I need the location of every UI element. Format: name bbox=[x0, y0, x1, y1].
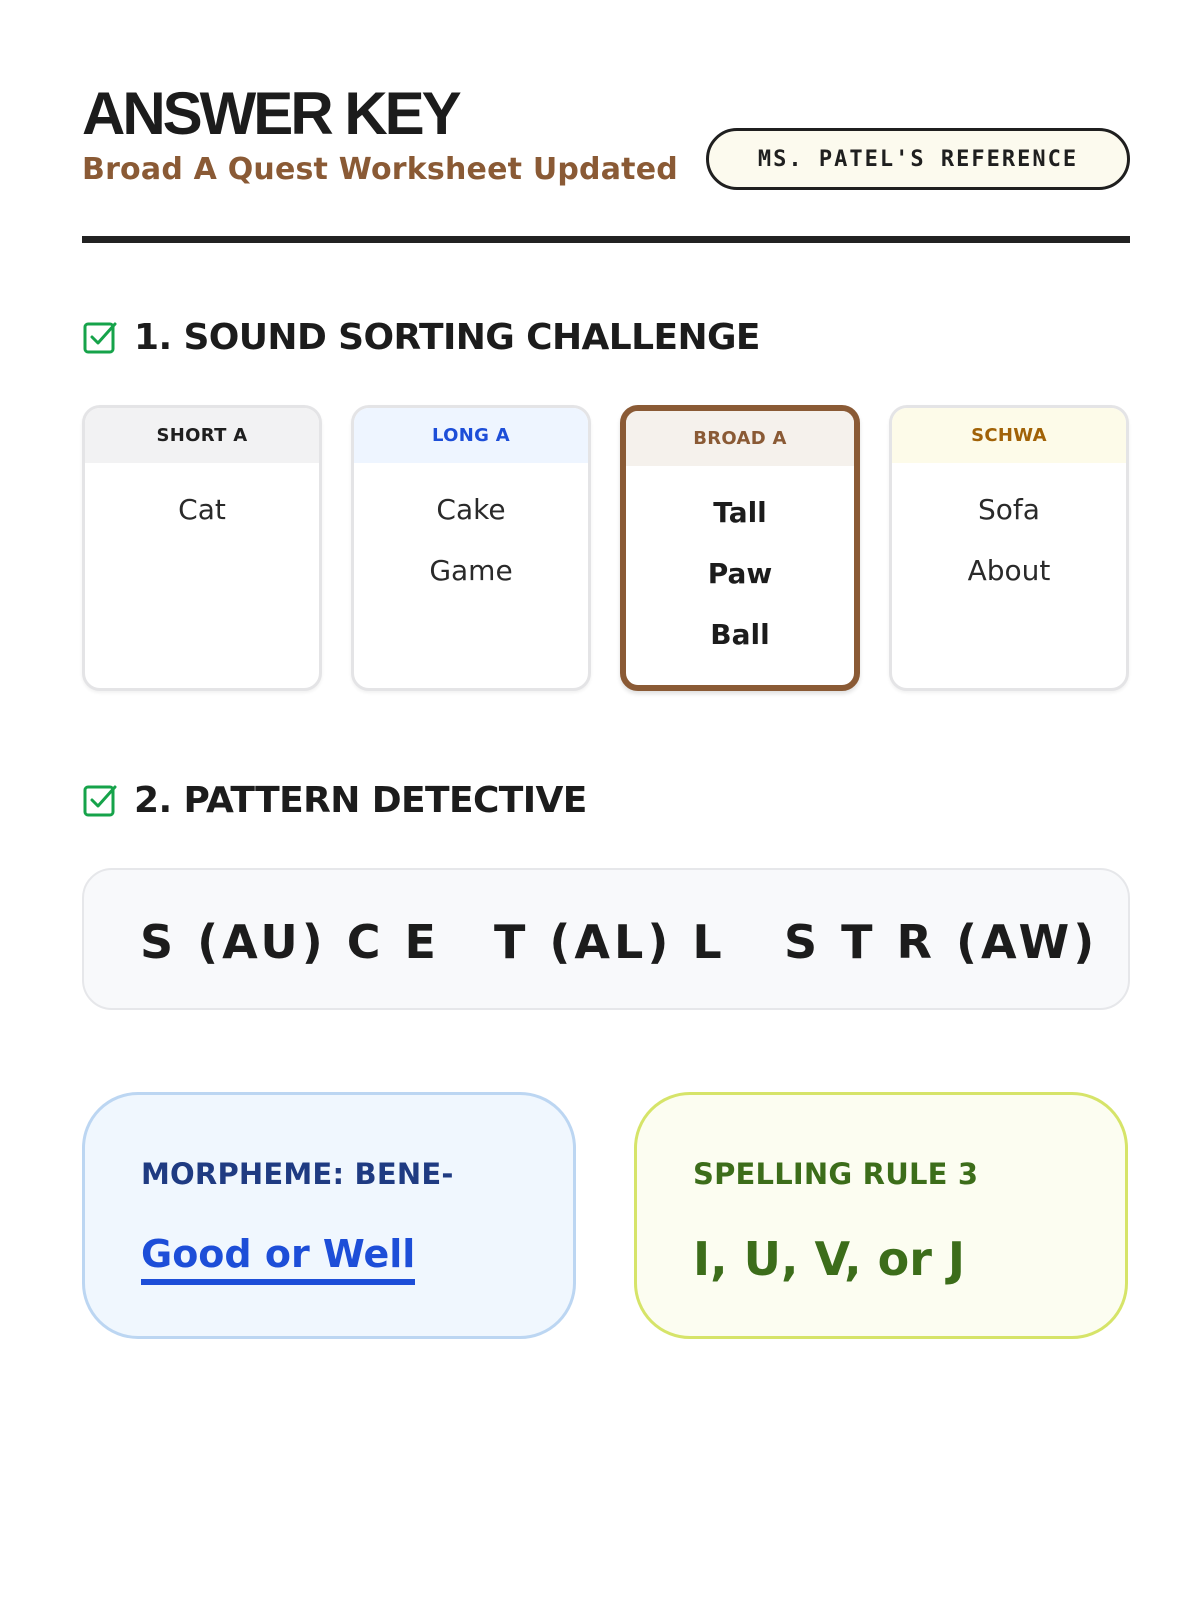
pattern-box bbox=[82, 868, 1130, 1010]
card-heading: SCHWA bbox=[892, 408, 1126, 463]
morpheme-label: MORPHEME: BENE- bbox=[141, 1157, 454, 1191]
morpheme-box bbox=[82, 1092, 576, 1339]
card-heading: BROAD A bbox=[626, 411, 854, 466]
card-word: About bbox=[967, 554, 1051, 587]
card-word: Game bbox=[429, 554, 513, 587]
card-broad-a bbox=[620, 405, 860, 691]
card-long-a bbox=[351, 405, 591, 691]
section-title: 1. SOUND SORTING CHALLENGE bbox=[134, 316, 760, 358]
card-short-a bbox=[82, 405, 322, 691]
page-title: ANSWER KEY bbox=[82, 80, 459, 147]
card-word: Paw bbox=[707, 557, 773, 590]
card-heading: LONG A bbox=[354, 408, 588, 463]
section-title: 2. PATTERN DETECTIVE bbox=[134, 779, 587, 821]
card-schwa bbox=[889, 405, 1129, 691]
morpheme-meaning: Good or Well bbox=[141, 1231, 415, 1285]
card-heading: SHORT A bbox=[85, 408, 319, 463]
sound-sorting-cards bbox=[82, 405, 1130, 691]
checkbox-checked-icon bbox=[82, 319, 118, 355]
checkbox-checked-icon bbox=[82, 782, 118, 818]
pattern-item: S (AU) C E bbox=[140, 915, 440, 969]
section-pattern-detective-heading bbox=[82, 775, 587, 825]
card-word: Sofa bbox=[978, 493, 1040, 526]
card-word: Cake bbox=[436, 493, 506, 526]
spelling-rule-label: SPELLING RULE 3 bbox=[693, 1157, 979, 1191]
spelling-rule-value: I, U, V, or J bbox=[693, 1232, 966, 1286]
pattern-item: T (AL) L bbox=[494, 915, 726, 969]
header-divider bbox=[82, 236, 1130, 243]
card-word: Ball bbox=[710, 618, 770, 651]
section-sound-sorting-heading bbox=[82, 312, 760, 362]
card-word: Tall bbox=[713, 496, 767, 529]
spelling-rule-box bbox=[634, 1092, 1128, 1339]
reference-badge: MS. PATEL'S REFERENCE bbox=[706, 128, 1130, 190]
worksheet-subtitle: Broad A Quest Worksheet Updated bbox=[82, 152, 678, 187]
pattern-item: S T R (AW) bbox=[784, 915, 1099, 969]
header bbox=[82, 80, 1130, 240]
card-word: Cat bbox=[178, 493, 226, 526]
